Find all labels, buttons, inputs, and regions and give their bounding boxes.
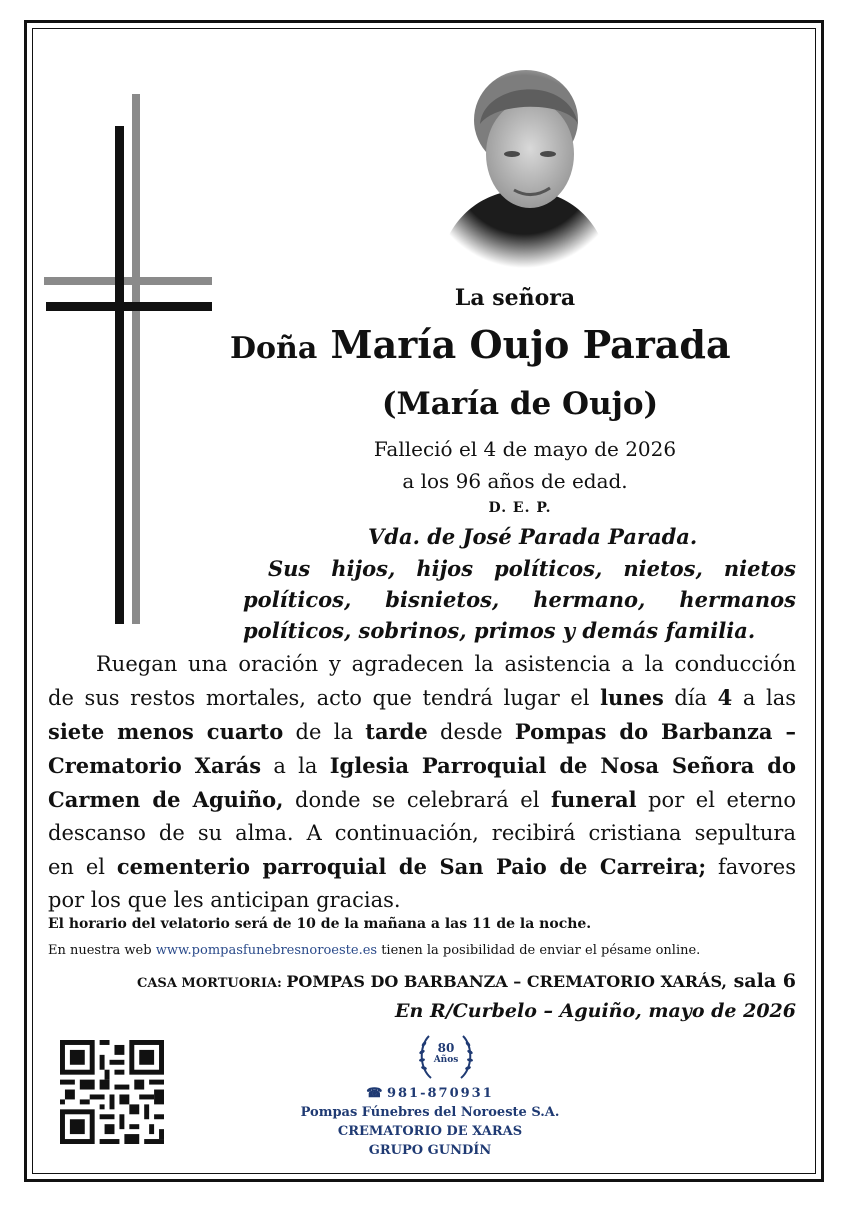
place-and-date: En R/Curbelo – Aguiño, mayo de 2026 [395,1000,796,1022]
departure-place-2: Crematorio Xarás [48,753,262,778]
family-line-2: políticos, bisnietos, hermano, hermanos [243,587,796,612]
paragraph-line [48,749,796,783]
website-link[interactable]: www.pompasfunebresnoroeste.es [155,943,378,958]
group-name: GRUPO GUNDÍN [368,1143,492,1158]
death-date: Falleció el 4 de mayo de 2026 [373,437,677,461]
text-span: tienen la posibilidad de enviar el pésame online. [377,943,701,958]
text-span: a las [732,686,796,710]
qr-code-icon [60,1040,164,1144]
text-span: a la [261,754,330,778]
company-name: Pompas Fúnebres del Noroeste S.A. [300,1105,560,1120]
text-span: favores [706,855,797,879]
paragraph-line [48,817,796,850]
deceased-name: María Oujo Parada [330,322,731,367]
deceased-alias: (María de Oujo) [381,386,659,422]
family-line-3: políticos, sobrinos, primos y demás familia. [243,618,756,643]
family-line-1: Sus hijos, hijos políticos, nietos, nietos [268,556,796,581]
ceremony-time: siete menos cuarto [48,719,284,744]
paragraph-line [48,850,796,884]
text-span: desde [427,720,515,744]
mortuary-room: sala 6 [727,970,796,992]
paragraph-line [48,648,796,681]
phone-number: 981-870931 [386,1086,494,1101]
phone-icon: ☎ [366,1086,383,1101]
funeral-word: funeral [550,787,637,812]
cemetery-name: cementerio parroquial de San Paio de Carreira; [116,854,707,879]
paragraph-line [48,884,796,917]
badge-word: Años [433,1055,459,1065]
text-span: en el [48,855,117,879]
text-span: Ruegan una oración y agradecen la asistencia a la conducción [96,652,796,676]
cross-icon [44,94,214,624]
text-span: de sus restos mortales, acto que tendrá lugar el [48,686,601,710]
phone-line [280,1084,580,1103]
text-span: donde se celebrará el [283,788,551,812]
church-name-2: Carmen de Aguiño, [48,787,284,812]
text-span: por los que les anticipan gracias. [48,888,401,912]
departure-place: Pompas do Barbanza – [514,719,796,744]
text-span: de la [283,720,366,744]
mortuary-label: CASA MORTUORIA: [137,976,287,991]
dep-initials: D. E. P. [488,500,552,516]
time-of-day: tarde [365,719,428,744]
day-number: 4 [717,685,733,710]
text-span: día [663,686,718,710]
company-footer [280,1084,580,1160]
paragraph-line [48,783,796,817]
deceased-name-line [230,322,810,367]
text-span: por el eterno [636,788,796,812]
crematorium-name: CREMATORIO DE XARAS [337,1124,523,1139]
mortuary-place: POMPAS DO BARBANZA – CREMATORIO XARÁS, [286,972,727,991]
ceremony-paragraph [48,648,796,917]
notice-title: La señora [454,285,576,311]
anniversary-badge [415,1030,477,1086]
name-prefix: Doña [230,331,318,366]
weekday: lunes [600,685,664,710]
church-name: Iglesia Parroquial de Nosa Señora do [329,753,796,778]
text-span: descanso de su alma. A continuación, recibirá cristiana sepultura [48,821,796,845]
mortuary-line [60,970,796,992]
age-at-death: a los 96 años de edad. [402,469,628,493]
wake-hours: El horario del velatorio será de 10 de la mañana a las 11 de la noche. [48,916,592,932]
widow-of: Vda. de José Parada Parada. [368,524,698,549]
paragraph-line [48,715,796,749]
web-notice [48,943,808,958]
portrait-photo [428,62,620,268]
paragraph-line [48,681,796,715]
text-span: En nuestra web [48,943,156,958]
badge-number: 80 [437,1041,455,1055]
